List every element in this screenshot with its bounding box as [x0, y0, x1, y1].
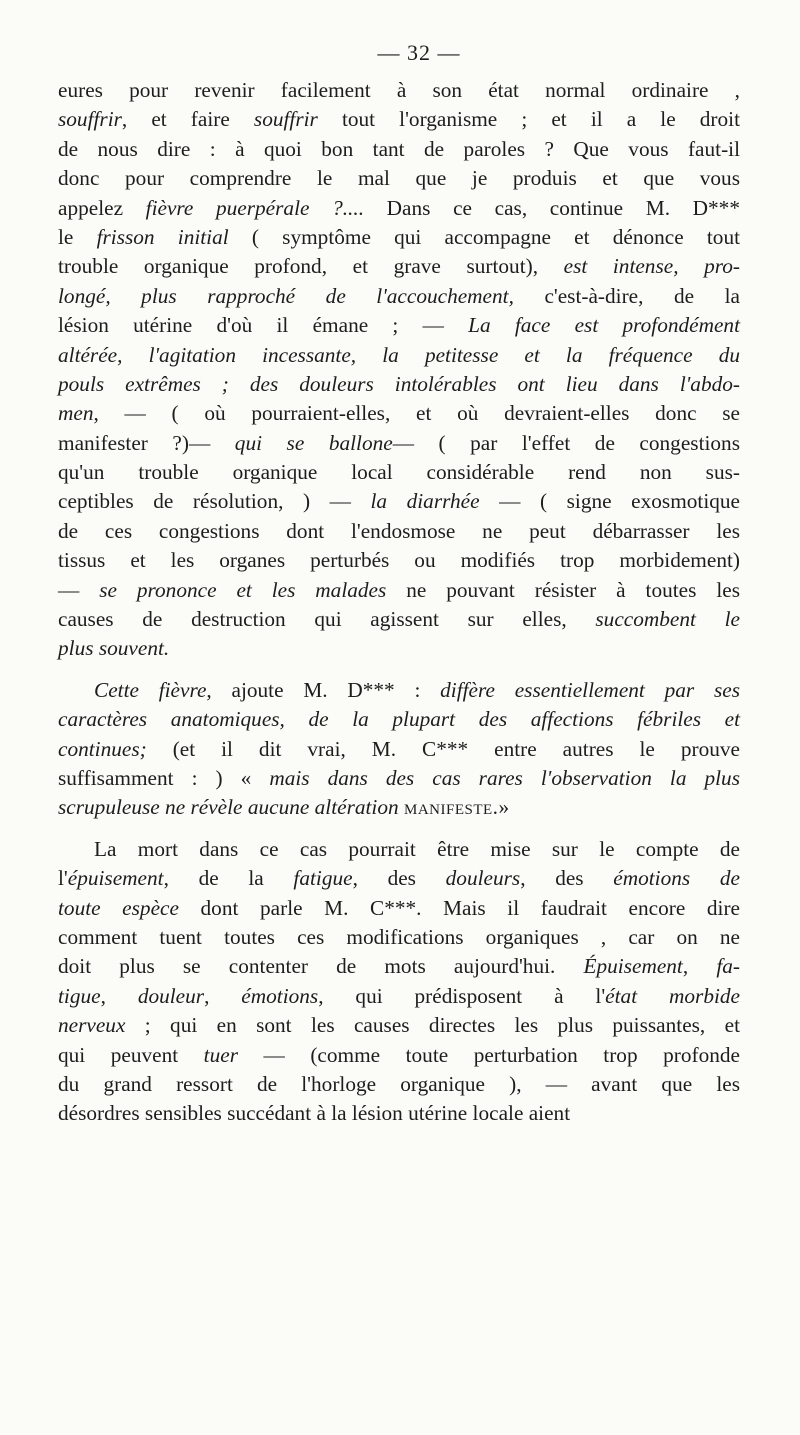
italic-run: souffrir	[253, 107, 318, 132]
text-run: manifeste.	[403, 795, 499, 820]
text-line	[58, 835, 740, 864]
text-run: , des	[520, 866, 614, 891]
italic-run: nerveux	[58, 1013, 126, 1038]
italic-run: émotions	[241, 983, 319, 1008]
text-line	[58, 605, 740, 634]
text-run: du grand ressort de l'horloge organique ), — avant que les	[58, 1071, 740, 1096]
text-line	[58, 105, 740, 134]
text-line	[58, 1099, 740, 1128]
text-run: l'	[58, 866, 68, 891]
italic-run: tigue	[58, 983, 101, 1008]
text-run: Dans ce cas, continue M. D***	[364, 195, 740, 220]
text-line	[58, 764, 740, 793]
paragraph-gap	[58, 664, 740, 676]
text-run: , — ( où pourraient-elles, et où devraient-elles donc se	[93, 401, 740, 426]
italic-run: est intense, pro-	[563, 254, 740, 279]
text-line	[58, 546, 740, 575]
text-run: ,	[100, 983, 138, 1008]
text-run: ,	[204, 983, 242, 1008]
body-text	[58, 76, 740, 1129]
text-run: de nous dire : à quoi bon tant de paroles ? Que vous faut-il	[58, 136, 740, 161]
italic-run: douleur	[137, 983, 205, 1008]
italic-run: état morbide	[605, 983, 740, 1008]
text-line	[58, 429, 740, 458]
text-run: doit plus se contenter de mots aujourd'hui.	[58, 954, 584, 979]
italic-run: Cette fièvre	[94, 677, 207, 702]
text-run: qu'un trouble organique local considérable rend non sus-	[58, 460, 740, 485]
text-line	[58, 1041, 740, 1070]
text-line	[58, 311, 740, 340]
text-run: comment tuent toutes ces modifications organiques , car on ne	[58, 924, 740, 949]
page-number: — 32 —	[377, 40, 461, 65]
italic-run: se prononce et les malades	[99, 577, 387, 602]
text-run: —	[58, 577, 100, 602]
italic-run: frisson initial	[96, 224, 229, 249]
text-run: — (comme toute perturbation trop profonde	[237, 1042, 741, 1067]
text-run: c'est-à-dire, de la	[513, 283, 740, 308]
italic-run: la diarrhée	[370, 489, 480, 514]
paragraph	[58, 676, 740, 823]
text-run: ( symptôme qui accompagne et dénonce tout	[228, 224, 741, 249]
text-run: lésion utérine d'où il émane ; —	[58, 313, 469, 338]
italic-run: fièvre puerpérale ?....	[145, 195, 365, 220]
text-run: désordres sensibles succédant à la lésion utérine locale aient	[58, 1101, 571, 1126]
italic-run: mais dans des cas rares l'observation la plus	[269, 765, 740, 790]
text-line	[58, 517, 740, 546]
italic-run: émotions de	[613, 866, 740, 891]
paragraph-gap	[58, 823, 740, 835]
text-line	[58, 370, 740, 399]
text-line	[58, 252, 740, 281]
text-line	[58, 982, 740, 1011]
text-line	[58, 894, 740, 923]
text-run: tissus et les organes perturbés ou modifiés trop morbidement)	[58, 548, 740, 573]
text-run: La mort dans ce cas pourrait être mise sur le compte de	[94, 836, 740, 861]
text-line	[58, 487, 740, 516]
italic-run: succombent le	[595, 607, 740, 632]
italic-run: qui se ballone	[234, 430, 393, 455]
italic-run: continues;	[58, 736, 147, 761]
text-run: »	[498, 795, 510, 820]
italic-run: scrupuleuse ne révèle aucune altération	[58, 795, 399, 820]
text-run: tout l'organisme ; et il a le droit	[317, 107, 740, 132]
text-line	[58, 735, 740, 764]
text-run: manifester ?)—	[58, 430, 235, 455]
text-run: donc pour comprendre le mal que je produis et que vous	[58, 166, 740, 191]
text-run: eures pour revenir facilement à son état normal ordinaire ,	[58, 78, 740, 102]
text-run: — ( par l'effet de congestions	[392, 430, 740, 455]
italic-run: douleurs	[445, 866, 521, 891]
italic-run: toute espèce	[58, 895, 179, 920]
text-run: , des	[352, 866, 446, 891]
italic-run: altérée, l'agitation incessante, la petitesse et la fréquence du	[58, 342, 740, 367]
text-run: trouble organique profond, et grave surtout),	[58, 254, 564, 279]
italic-run: épuisement	[67, 866, 164, 891]
italic-run: fatigue	[293, 866, 353, 891]
italic-run: diffère essentiellement par ses	[440, 677, 740, 702]
text-line	[58, 458, 740, 487]
text-line	[58, 1011, 740, 1040]
italic-run: souffrir	[58, 107, 122, 132]
text-run: (et il dit vrai, M. C*** entre autres le prouve	[146, 736, 740, 761]
text-run: , ajoute M. D*** :	[206, 677, 441, 702]
text-run: dont parle M. C***. Mais il faudrait encore dire	[178, 895, 740, 920]
italic-run: pouls extrêmes ; des douleurs intolérables ont lieu dans l'abdo-	[58, 371, 740, 396]
italic-run: tuer	[203, 1042, 238, 1067]
text-run: appelez	[58, 195, 146, 220]
text-line	[58, 76, 740, 105]
italic-run: fa-	[716, 954, 740, 979]
text-run: , qui prédisposent à l'	[318, 983, 606, 1008]
text-line	[58, 341, 740, 370]
italic-run: Épuisement	[583, 954, 683, 979]
text-line	[58, 952, 740, 981]
text-line	[58, 1070, 740, 1099]
text-run: ; qui en sont les causes directes les plus puissantes, et	[125, 1013, 740, 1038]
text-line	[58, 576, 740, 605]
italic-run: La face est profondément	[468, 313, 740, 338]
text-run: , de la	[163, 866, 294, 891]
italic-run: men	[58, 401, 94, 426]
text-line	[58, 135, 740, 164]
text-run: qui peuvent	[58, 1042, 204, 1067]
italic-run: caractères anatomiques, de la plupart des affections fébriles et	[58, 707, 740, 732]
text-line	[58, 399, 740, 428]
text-line	[58, 164, 740, 193]
text-run: suffisamment : ) «	[58, 765, 270, 790]
text-run: le	[58, 224, 97, 249]
text-run: causes de destruction qui agissent sur elles,	[58, 607, 596, 632]
italic-run: plus souvent.	[58, 636, 170, 661]
text-line	[58, 194, 740, 223]
text-line	[58, 676, 740, 705]
paragraph	[58, 76, 740, 664]
text-run: de ces congestions dont l'endosmose ne peut débarrasser les	[58, 518, 740, 543]
text-line	[58, 282, 740, 311]
text-run: — ( signe exosmotique	[479, 489, 740, 514]
text-line	[58, 793, 740, 822]
text-run: , et faire	[121, 107, 254, 132]
text-line	[58, 634, 740, 663]
text-run: ceptibles de résolution, ) —	[58, 489, 371, 514]
paragraph	[58, 835, 740, 1129]
text-run: ,	[682, 954, 717, 979]
text-line	[58, 864, 740, 893]
book-page	[58, 38, 740, 1129]
text-line	[58, 705, 740, 734]
text-run: ne pouvant résister à toutes les	[386, 577, 740, 602]
text-line	[58, 223, 740, 252]
text-line	[58, 923, 740, 952]
italic-run: longé, plus rapproché de l'accouchement,	[58, 283, 514, 308]
